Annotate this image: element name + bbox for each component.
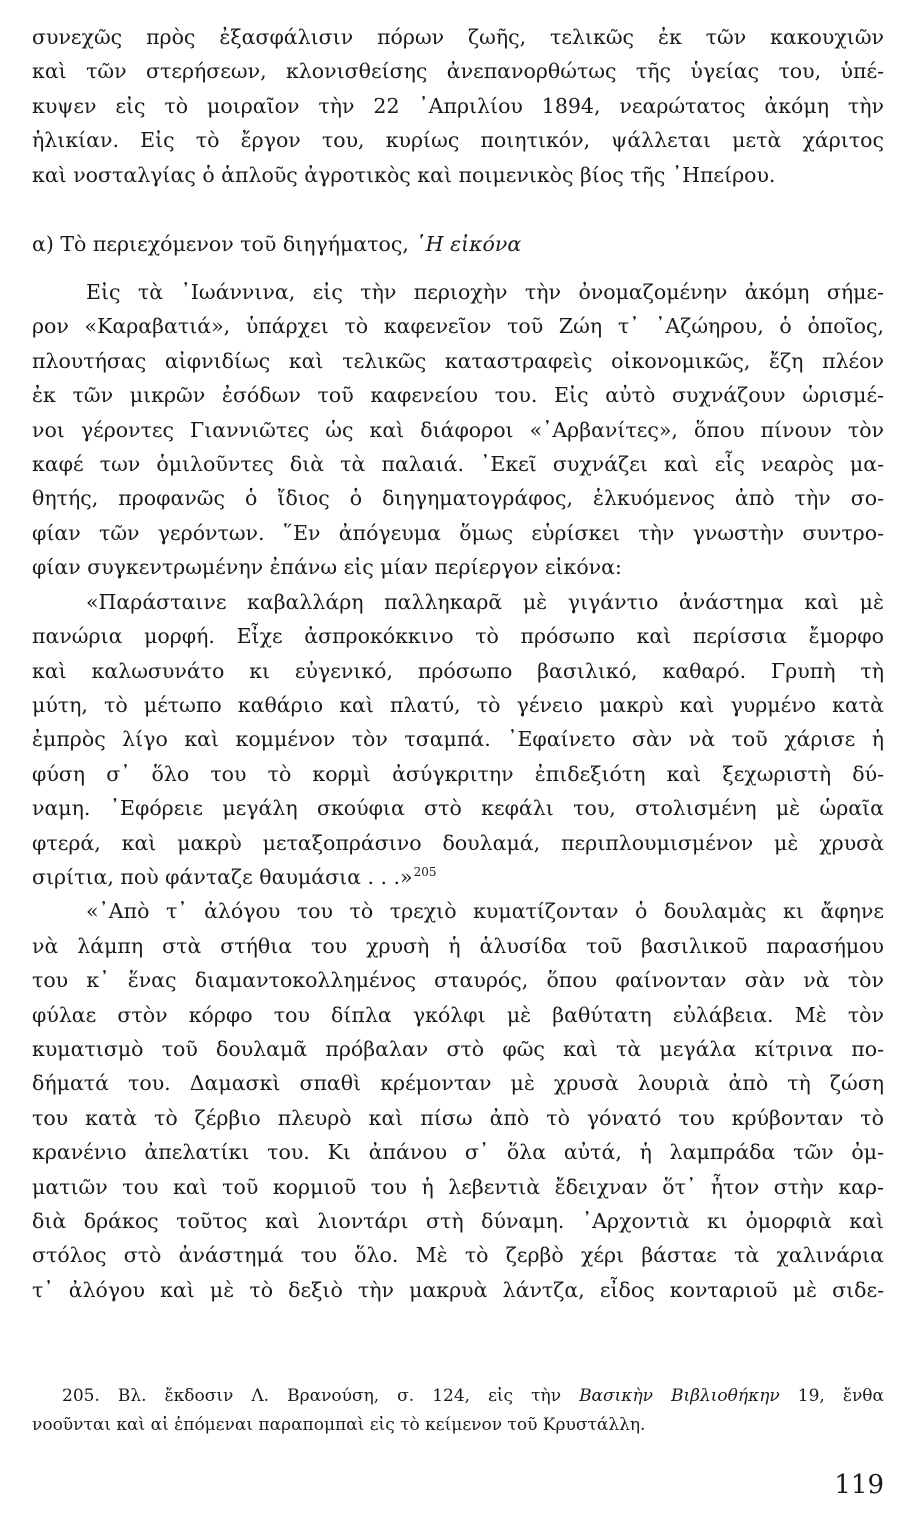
- text-line: καὶ τῶν στερήσεων, κλονισθείσης ἀνεπανορθώτως τῆς ὑγείας του, ὑπέ-: [32, 59, 884, 84]
- text-line: ἐμπρὸς λίγο καὶ κομμένον τὸν τσαμπά. ᾿Εφαίνετο σὰν νὰ τοῦ χάρισε ἡ: [32, 727, 884, 752]
- quote-paragraph-2: [32, 894, 884, 1307]
- text-line: νοι γέροντες Γιαννιῶτες ὡς καὶ διάφοροι «᾿Αρβανίτες», ὅπου πίνουν τὸν: [32, 417, 884, 442]
- footnote-line: νοοῦνται καὶ αἱ ἑπόμεναι παραπομπαὶ εἰς τὸ κείμενον τοῦ Κρυστάλλη.: [32, 1415, 646, 1435]
- text-line: κρανένιο ἀπελατίκι του. Κι ἀπάνου σ᾿ ὅλα αὐτά, ἡ λαμπράδα τῶν ὀμ-: [32, 1140, 884, 1165]
- section-heading: [32, 227, 884, 261]
- text-line: φύλαε στὸν κόρφο του δίπλα γκόλφι μὲ βαθύτατη εὐλάβεια. Μὲ τὸν: [32, 1002, 884, 1027]
- footnote-book-title: Βασικὴν Βιβλιοθήκην: [579, 1386, 780, 1406]
- text-line: δήματά του. Δαμασκὶ σπαθὶ κρέμονταν μὲ χρυσὰ λουριὰ ἀπὸ τὴ ζώση: [32, 1071, 884, 1096]
- text-line: καὶ νοσταλγίας ὁ ἁπλοῦς ἀγροτικὸς καὶ ποιμενικὸς βίος τῆς ᾿Ηπείρου.: [32, 162, 776, 187]
- section-heading-label: α) Τὸ περιεχόμενον τοῦ διηγήματος,: [32, 232, 409, 257]
- text-line: Εἰς τὰ ᾿Ιωάννινα, εἰς τὴν περιοχὴν τὴν ὀνομαζομένην ἀκόμη σήμε-: [86, 280, 884, 305]
- intro-paragraph: [32, 20, 884, 192]
- text-line: φίαν τῶν γερόντων. ῞Εν ἀπόγευμα ὅμως εὑρίσκει τὴν γνωστὴν συντρο-: [32, 520, 884, 545]
- text-line: στόλος στὸ ἀνάστημά του ὅλο. Μὲ τὸ ζερβὸ χέρι βάσταε τὰ χαλινάρια: [32, 1243, 884, 1268]
- paragraph-intro-story: [32, 275, 884, 585]
- text-line: πλουτήσας αἰφνιδίως καὶ τελικῶς καταστραφεὶς οἰκονομικῶς, ἔζη πλέον: [32, 348, 884, 373]
- text-line: καὶ καλωσυνάτο κι εὐγενικό, πρόσωπο βασιλικό, καθαρό. Γρυπὴ τὴ: [32, 658, 884, 683]
- footnote-reference: 205: [413, 865, 437, 880]
- text-line: πανώρια μορφή. Εἶχε ἀσπροκόκκινο τὸ πρόσωπο καὶ περίσσια ἔμορφο: [32, 624, 884, 649]
- footnote-line: [32, 1382, 884, 1411]
- text-line: «Παράσταινε καβαλλάρη παλληκαρᾶ μὲ γιγάντιο ἀνάστημα καὶ μὲ: [86, 589, 884, 614]
- text-line: «᾿Απὸ τ᾿ ἀλόγου του τὸ τρεχιὸ κυματίζονταν ὁ δουλαμὰς κι ἄφηνε: [86, 899, 884, 924]
- text-line: ἡλικίαν. Εἰς τὸ ἔργον του, κυρίως ποιητικόν, ψάλλεται μετὰ χάριτος: [32, 128, 884, 153]
- text-line: φτερά, καὶ μακρὺ μεταξοπράσινο δουλαμά, περιπλουμισμένον μὲ χρυσὰ: [32, 830, 884, 855]
- page-number: 119: [834, 1470, 884, 1500]
- text-line: φίαν συγκεντρωμένην ἐπάνω εἰς μίαν περίεργον εἰκόνα:: [32, 555, 622, 580]
- text-line: νὰ λάμπη στὰ στήθια του χρυσὴ ἡ ἁλυσίδα τοῦ βασιλικοῦ παρασήμου: [32, 933, 884, 958]
- footnote-lead: 205. Βλ. ἔκδοσιν Λ. Βρανούση, σ. 124, εἰς τὴν: [62, 1386, 562, 1406]
- text-line: καφέ των ὁμιλοῦντες διὰ τὰ παλαιά. ᾿Εκεῖ συχνάζει καὶ εἷς νεαρὸς μα-: [32, 452, 884, 477]
- text-line: συνεχῶς πρὸς ἐξασφάλισιν πόρων ζωῆς, τελικῶς ἐκ τῶν κακουχιῶν: [32, 25, 884, 49]
- text-line: θητής, προφανῶς ὁ ἴδιος ὁ διηγηματογράφος, ἑλκυόμενος ἀπὸ τὴν σο-: [32, 486, 884, 511]
- section-heading-title: ῾Η εἰκόνα: [415, 232, 522, 257]
- text-line: μύτη, τὸ μέτωπο καθάριο καὶ πλατύ, τὸ γένειο μακρὺ καὶ γυρμένο κατὰ: [32, 692, 884, 717]
- text-line: ἐκ τῶν μικρῶν ἐσόδων τοῦ καφενείου του. Εἰς αὐτὸ συχνάζουν ὡρισμέ-: [32, 383, 884, 408]
- footnote: [32, 1382, 884, 1440]
- text-line: του κ᾿ ἕνας διαμαντοκολλημένος σταυρός, ὅπου φαίνονταν σὰν νὰ τὸν: [32, 968, 884, 993]
- text-line: ναμη. ᾿Εφόρειε μεγάλη σκούφια στὸ κεφάλι του, στολισμένη μὲ ὡραῖα: [32, 796, 884, 821]
- footnote-tail: 19, ἔνθα: [797, 1386, 885, 1406]
- page-body: [32, 14, 884, 1307]
- text-line: [32, 860, 884, 894]
- quote-paragraph-1: [32, 585, 884, 895]
- text-line: κυματισμὸ τοῦ δουλαμᾶ πρόβαλαν στὸ φῶς καὶ τὰ μεγάλα κίτρινα πο-: [32, 1036, 884, 1061]
- text-line: κυψεν εἰς τὸ μοιραῖον τὴν 22 ᾿Απριλίου 1894, νεαρώτατος ἀκόμη τὴν: [32, 93, 884, 118]
- text-line: του κατὰ τὸ ζέρβιο πλευρὸ καὶ πίσω ἀπὸ τὸ γόνατό του κρύβονταν τὸ: [32, 1105, 884, 1130]
- text-line: τ᾿ ἀλόγου καὶ μὲ τὸ δεξιὸ τὴν μακρυὰ λάντζα, εἶδος κονταριοῦ μὲ σιδε-: [32, 1277, 884, 1302]
- text-line-content: σιρίτια, ποὺ φάνταζε θαυμάσια . . .»: [32, 864, 413, 889]
- text-line: φύση σ᾿ ὅλο του τὸ κορμὶ ἀσύγκριτην ἐπιδεξιότη καὶ ξεχωριστὴ δύ-: [32, 761, 884, 786]
- text-line: ρον «Καραβατιά», ὑπάρχει τὸ καφενεῖον τοῦ Ζώη τ᾿ ᾿Αζώηρου, ὁ ὁποῖος,: [32, 314, 884, 339]
- text-line: διὰ δράκος τοῦτος καὶ λιοντάρι στὴ δύναμη. ᾿Αρχοντιὰ κι ὀμορφιὰ καὶ: [32, 1209, 884, 1233]
- text-line: ματιῶν του καὶ τοῦ κορμιοῦ του ἡ λεβεντιὰ ἔδειχναν ὅτ᾿ ἦτον στὴν καρ-: [32, 1174, 884, 1199]
